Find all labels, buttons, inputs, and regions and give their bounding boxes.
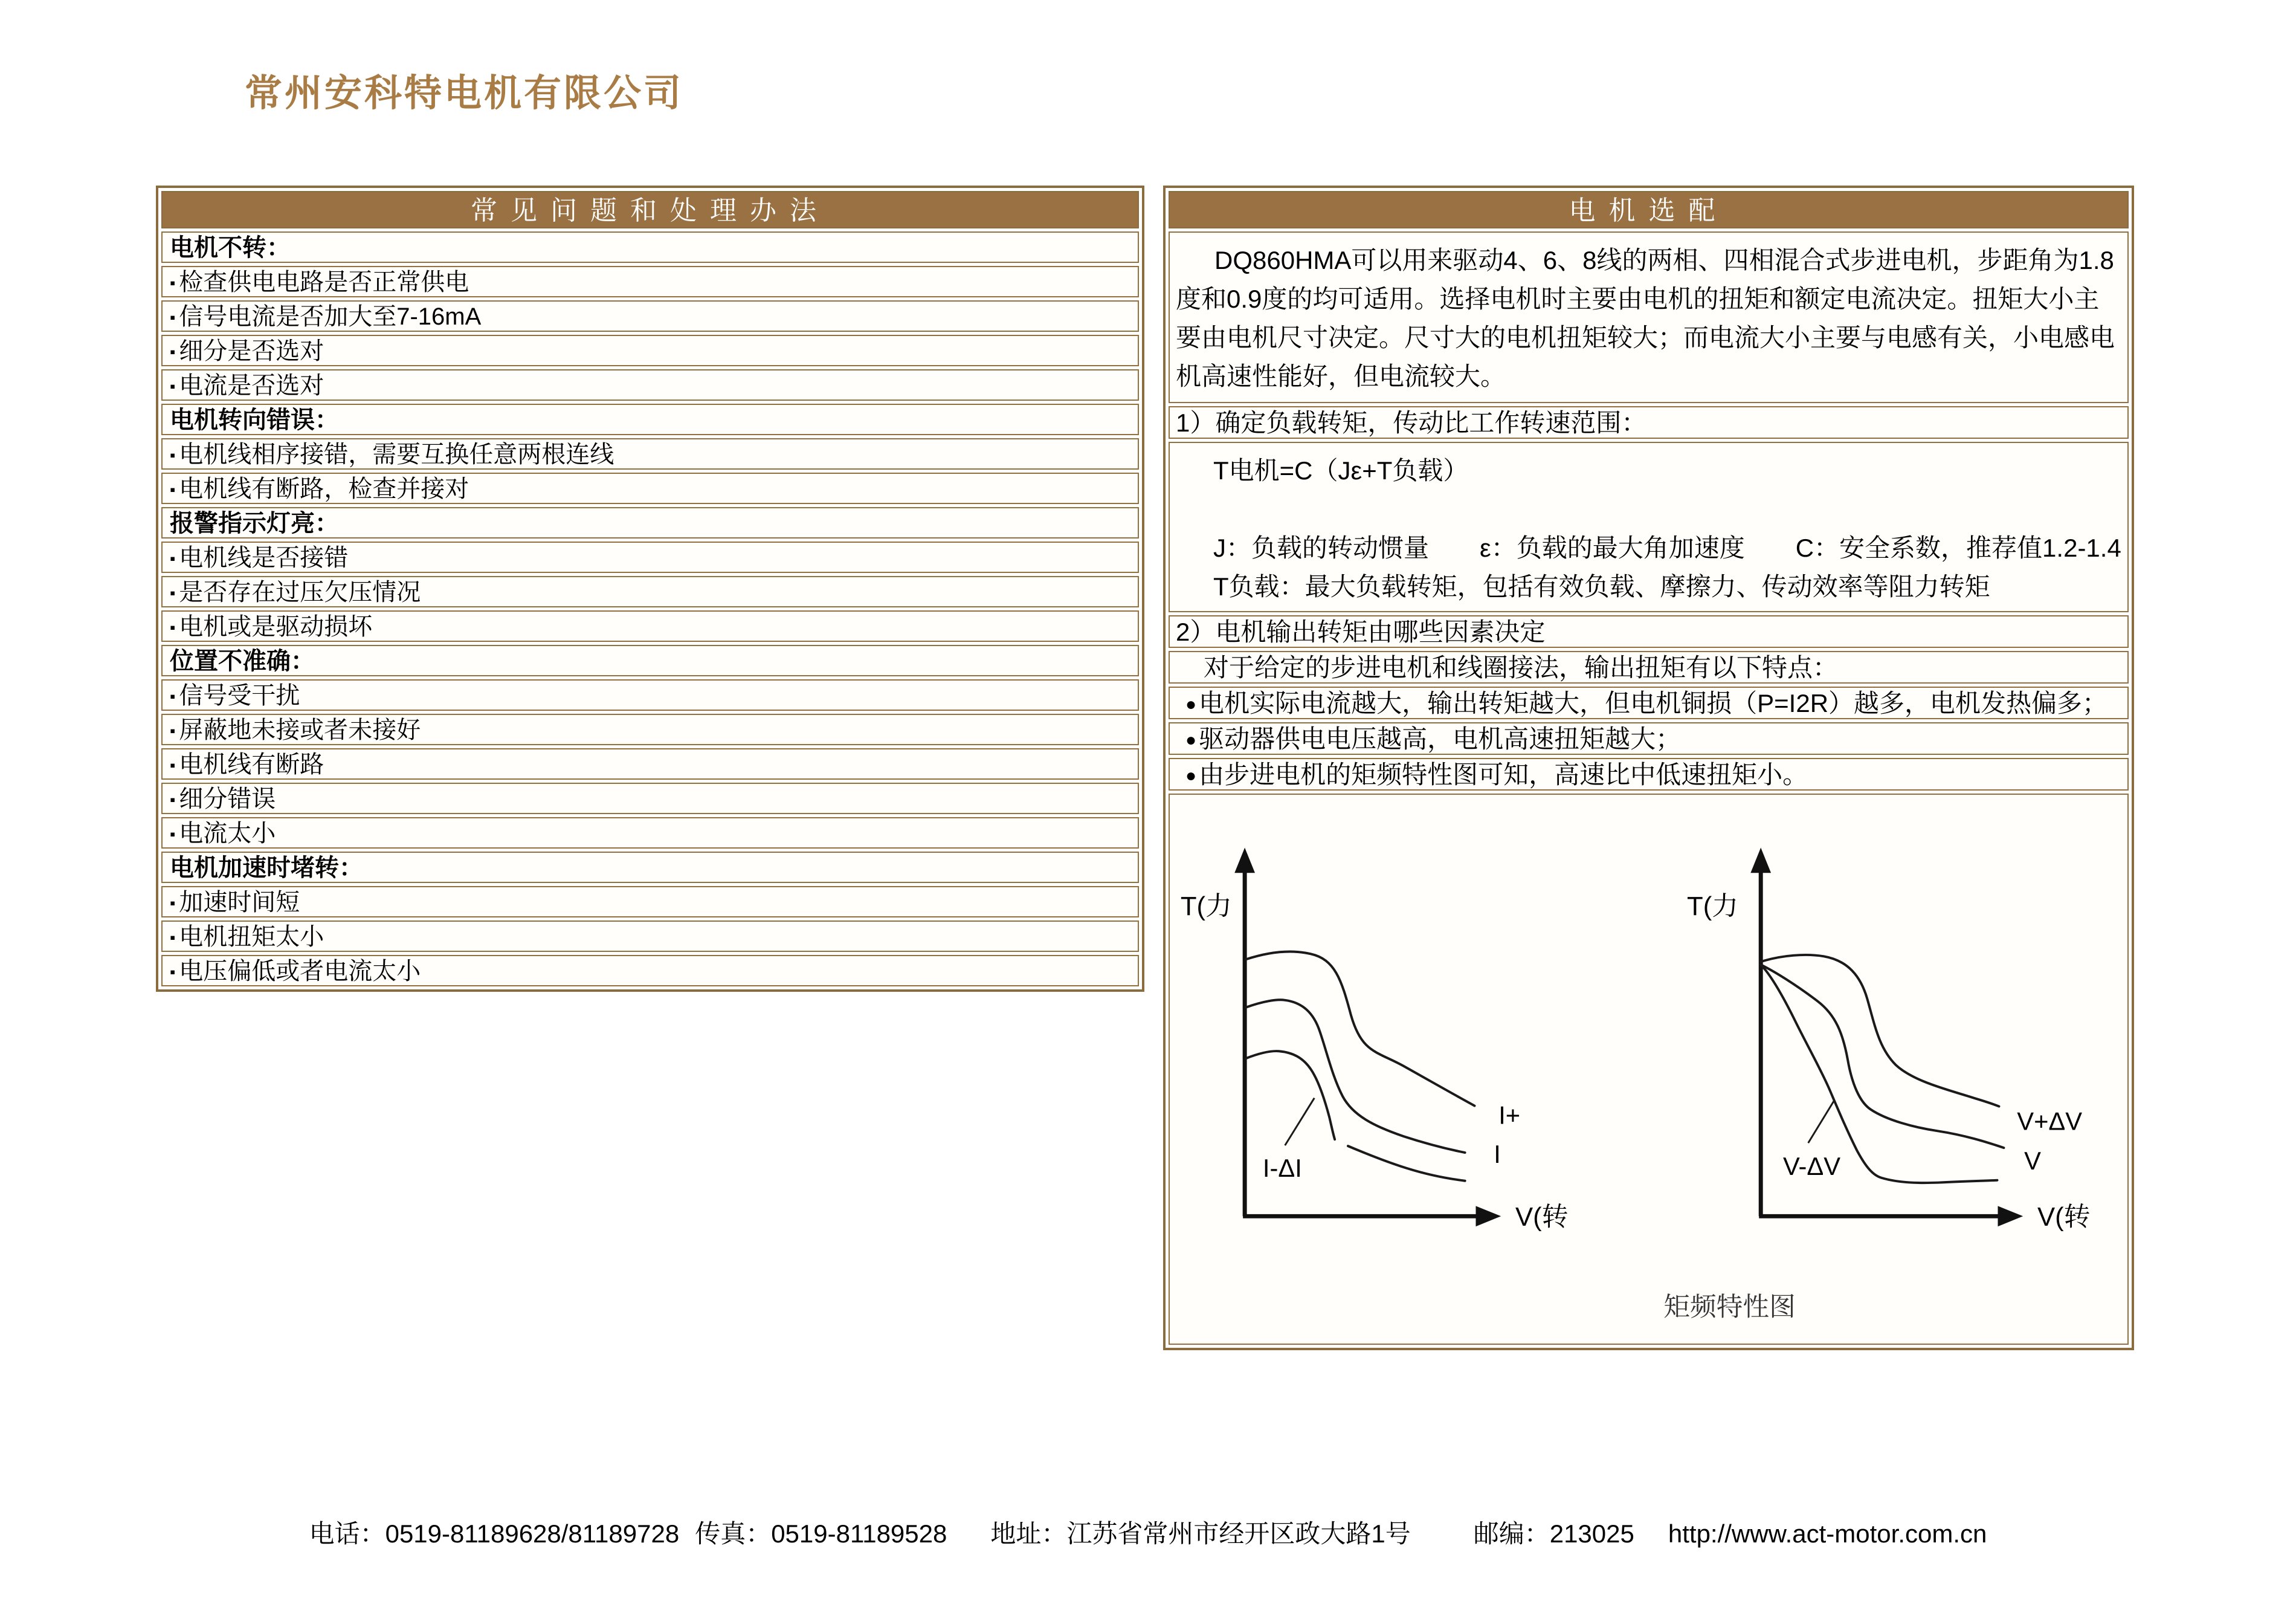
faq-item xyxy=(161,679,1139,711)
company-title: 常州安科特电机有限公司 xyxy=(245,73,684,114)
faq-item-label: 细分是否选对 xyxy=(179,338,324,364)
V-minus-pointer-line xyxy=(1808,1100,1835,1144)
faq-category-label: 报警指示灯亮： xyxy=(170,510,339,537)
faq-item-label: 电机线有断路 xyxy=(179,751,324,778)
faq-item xyxy=(161,266,1139,297)
square-bullet-icon: ▪ xyxy=(170,343,176,361)
dot-bullet-icon: ● xyxy=(1185,730,1197,750)
formula-note-2: T负载：最大负载转矩，包括有效负载、摩擦力、传动效率等阻力转矩 xyxy=(1213,572,1990,601)
torque-frequency-charts xyxy=(1169,794,2129,1345)
features-intro: 对于给定的步进电机和线圈接法，输出扭矩有以下特点： xyxy=(1169,651,2129,684)
square-bullet-icon: ▪ xyxy=(170,687,176,705)
square-bullet-icon: ▪ xyxy=(170,722,176,740)
faq-item xyxy=(161,886,1139,917)
square-bullet-icon: ▪ xyxy=(170,963,176,981)
faq-item xyxy=(161,335,1139,366)
faq-item-label: 电机线是否接错 xyxy=(179,545,349,571)
curve-I-plus xyxy=(1246,951,1474,1105)
footer-fax: 传真：0519-81189528 xyxy=(695,1519,947,1548)
label-I: I xyxy=(1494,1139,1501,1168)
faq-item-label: 信号受干扰 xyxy=(179,682,300,709)
motor-selection-table xyxy=(1163,186,2134,1350)
faq-item xyxy=(161,438,1139,470)
right-x-axis-arrow-icon xyxy=(1998,1206,2023,1226)
faq-item xyxy=(161,783,1139,814)
faq-category xyxy=(161,231,1139,263)
feature-bullet-label: 驱动器供电电压越高，电机高速扭矩越大； xyxy=(1199,725,1682,753)
faq-item-label: 是否存在过压欠压情况 xyxy=(179,579,421,606)
curve-I-minus-tail xyxy=(1348,1146,1465,1181)
faq-category xyxy=(161,404,1139,435)
voltage-chart xyxy=(1687,848,2090,1232)
square-bullet-icon: ▪ xyxy=(170,274,176,292)
faq-item-label: 电流是否选对 xyxy=(179,372,324,399)
current-chart xyxy=(1181,848,1569,1232)
website-url: http://www.act-motor.com.cn xyxy=(1668,1519,1987,1548)
left-y-axis-arrow-icon xyxy=(1234,848,1255,873)
feature-bullet-label: 电机实际电流越大，输出转矩越大，但电机铜损（P=I2R）越多，电机发热偏多； xyxy=(1199,689,2108,717)
right-chart-x-label: V(转 xyxy=(2037,1202,2091,1232)
label-V: V xyxy=(2024,1146,2042,1175)
I-minus-pointer-line xyxy=(1285,1098,1315,1145)
formula-note-1: J：负载的转动惯量 ε：负载的最大角加速度 C：安全系数，推荐值1.2-1.4 xyxy=(1213,534,2121,562)
curve-I xyxy=(1246,1000,1465,1153)
feature-bullet xyxy=(1169,687,2129,719)
square-bullet-icon: ▪ xyxy=(170,618,176,636)
faq-item-label: 细分错误 xyxy=(179,786,276,812)
faq-item-label: 屏蔽地未接或者未接好 xyxy=(179,717,421,743)
faq-item-label: 电压偏低或者电流太小 xyxy=(179,958,421,985)
faq-category-label: 位置不准确： xyxy=(170,648,315,675)
square-bullet-icon: ▪ xyxy=(170,377,176,395)
right-chart-y-label: T(力 xyxy=(1687,891,1738,921)
faq-category xyxy=(161,507,1139,539)
square-bullet-icon: ▪ xyxy=(170,791,176,809)
feature-bullet xyxy=(1169,758,2129,791)
faq-item-label: 电机线相序接错，需要互换任意两根连线 xyxy=(179,441,614,468)
faq-item-label: 电机扭矩太小 xyxy=(179,924,324,950)
label-I-plus: I+ xyxy=(1498,1101,1521,1130)
faq-item xyxy=(161,748,1139,780)
faq-item xyxy=(161,610,1139,642)
faq-item-label: 加速时间短 xyxy=(179,889,300,916)
square-bullet-icon: ▪ xyxy=(170,756,176,774)
square-bullet-icon: ▪ xyxy=(170,894,176,912)
footer-contact-line xyxy=(0,1514,2296,1550)
label-V-minus: V-ΔV xyxy=(1782,1151,1841,1180)
dot-bullet-icon: ● xyxy=(1185,766,1197,786)
feature-bullet-label: 由步进电机的矩频特性图可知，高速比中低速扭矩小。 xyxy=(1199,760,1808,789)
footer-address: 地址：江苏省常州市经开区政大路1号 xyxy=(990,1519,1411,1548)
curve-V-plus xyxy=(1761,955,1999,1107)
faq-item xyxy=(161,714,1139,745)
faq-item-label: 电机线有断路，检查并接对 xyxy=(179,476,469,502)
curve-I-minus xyxy=(1246,1051,1335,1139)
square-bullet-icon: ▪ xyxy=(170,308,176,326)
faq-item xyxy=(161,920,1139,952)
dot-bullet-icon: ● xyxy=(1185,694,1197,714)
faq-item xyxy=(161,300,1139,332)
square-bullet-icon: ▪ xyxy=(170,549,176,568)
chart-caption: 矩频特性图 xyxy=(1663,1292,1796,1322)
faq-item xyxy=(161,817,1139,849)
faq-category-label: 电机加速时堵转： xyxy=(170,855,363,881)
formula-block xyxy=(1169,442,2129,612)
left-chart-y-label: T(力 xyxy=(1180,891,1232,921)
faq-category xyxy=(161,645,1139,676)
label-V-plus: V+ΔV xyxy=(2017,1107,2083,1136)
left-x-axis-arrow-icon xyxy=(1475,1206,1501,1226)
torque-formula: T电机=C（Jε+T负载） xyxy=(1213,456,1469,485)
selection-section1-title: 1）确定负载转矩，传动比工作转速范围： xyxy=(1169,406,2129,439)
selection-intro-paragraph: DQ860HMA可以用来驱动4、6、8线的两相、四相混合式步进电机，步距角为1.8度和0.9度的均可适用。选择电机时主要由电机的扭矩和额定电流决定。扭矩大小主要由电机尺寸决定。尺寸大的电机扭矩较大；而电流大小主要与电感有关，小电感电机高速性能好，但电流较大。 xyxy=(1169,231,2129,403)
faq-category xyxy=(161,852,1139,883)
faq-category-label: 电机转向错误： xyxy=(170,407,339,433)
faq-table xyxy=(156,186,1144,992)
charts-canvas xyxy=(1170,795,2127,1344)
footer-phone: 电话：0519-81189628/81189728 xyxy=(309,1519,680,1548)
faq-item xyxy=(161,473,1139,504)
faq-item xyxy=(161,955,1139,986)
faq-item xyxy=(161,576,1139,607)
left-chart-x-label: V(转 xyxy=(1515,1202,1569,1232)
faq-item xyxy=(161,542,1139,573)
square-bullet-icon: ▪ xyxy=(170,446,176,464)
selection-section2-title: 2）电机输出转矩由哪些因素决定 xyxy=(1169,615,2129,648)
faq-item-label: 电流太小 xyxy=(179,820,276,847)
curve-V xyxy=(1761,965,2004,1148)
square-bullet-icon: ▪ xyxy=(170,928,176,946)
square-bullet-icon: ▪ xyxy=(170,480,176,499)
faq-table-header: 常见问题和处理办法 xyxy=(161,191,1139,228)
faq-category-label: 电机不转： xyxy=(170,235,291,261)
footer-zip: 邮编：213025 xyxy=(1473,1519,1634,1548)
motor-selection-header: 电机选配 xyxy=(1169,191,2129,228)
curve-V-minus xyxy=(1761,965,1997,1183)
label-I-minus: I-ΔI xyxy=(1262,1153,1302,1182)
faq-item xyxy=(161,369,1139,401)
square-bullet-icon: ▪ xyxy=(170,825,176,843)
faq-item-label: 检查供电电路是否正常供电 xyxy=(179,269,469,296)
feature-bullet xyxy=(1169,722,2129,755)
square-bullet-icon: ▪ xyxy=(170,584,176,602)
faq-item-label: 信号电流是否加大至7-16mA xyxy=(179,303,482,330)
right-y-axis-arrow-icon xyxy=(1750,848,1771,873)
faq-item-label: 电机或是驱动损坏 xyxy=(179,613,373,640)
